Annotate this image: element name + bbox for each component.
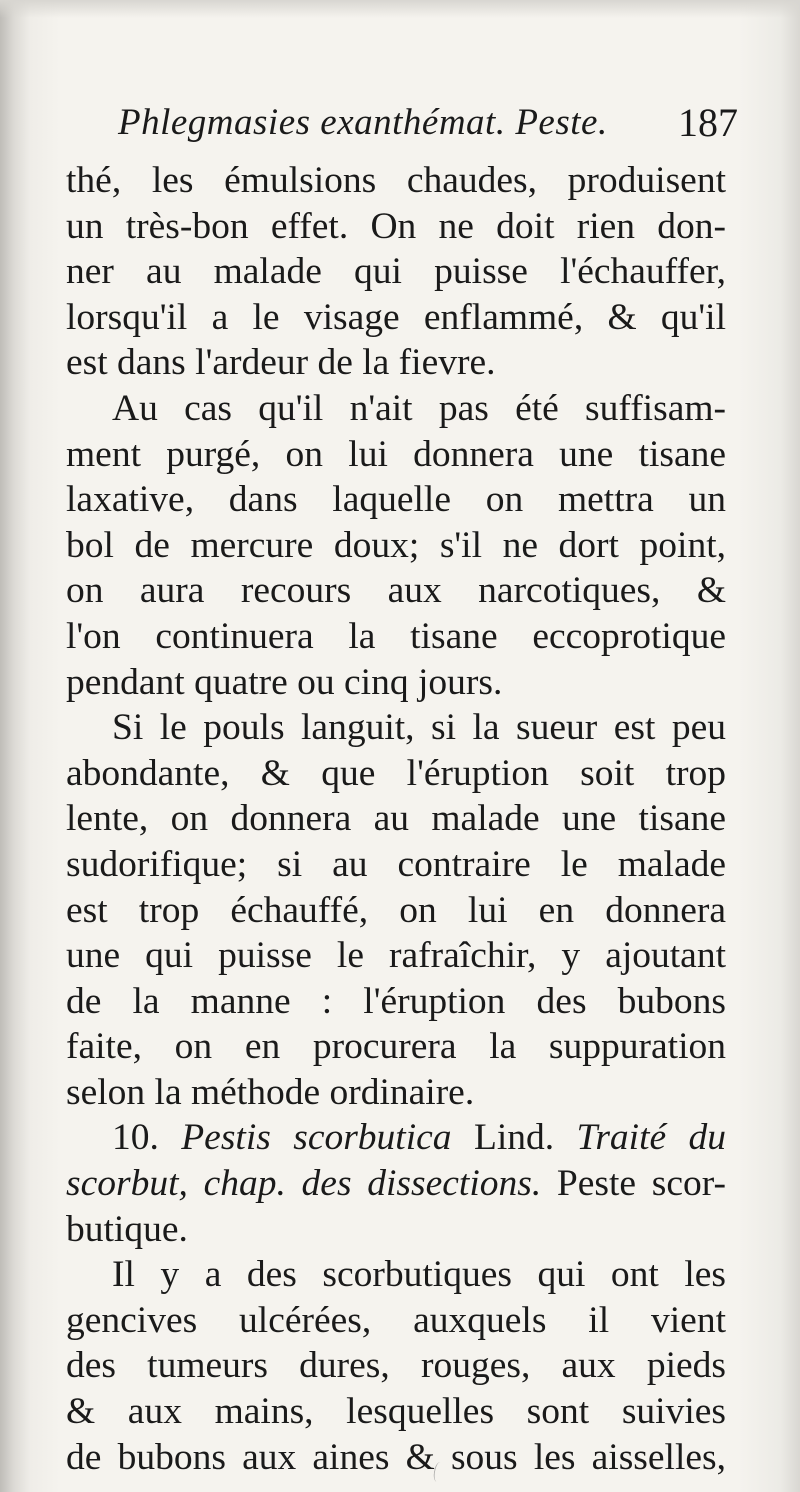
text-line: Il y a des scorbutiques qui ont les xyxy=(112,1254,726,1296)
text-line: on aura recours aux narcotiques, & xyxy=(66,570,726,612)
text-line: Si le pouls languit, si la sueur est peu xyxy=(112,707,726,749)
text-line: ner au malade qui puisse l'échauffer, xyxy=(66,251,726,293)
text-line: bol de mercure doux; s'il ne dort point, xyxy=(66,524,726,566)
text-line: de bubons aux aines & sous les aisselles, xyxy=(66,1436,726,1478)
body-text xyxy=(66,158,726,1480)
text-line: une qui puisse le rafraîchir, y ajoutant xyxy=(66,935,726,977)
french-disease-name: Peste scor- xyxy=(556,1163,726,1205)
text-line: ment purgé, on lui donnera une tisane xyxy=(66,433,726,475)
text-line: pendant quatre ou cinq jours. xyxy=(66,661,503,703)
section-heading-line xyxy=(66,1161,726,1207)
citation-author: Lind. xyxy=(473,1117,555,1159)
section-number: 10. xyxy=(112,1117,159,1159)
text-line: & aux mains, lesquelles sont suivies xyxy=(66,1391,726,1433)
latin-disease-name: Pestis scorbutica xyxy=(181,1117,452,1159)
running-head xyxy=(118,98,738,148)
text-line: un très-bon effet. On ne doit rien don- xyxy=(66,205,726,247)
text-line: gencives ulcérées, auxquels il vient xyxy=(66,1299,726,1341)
text-line: est trop échauffé, on lui en donnera xyxy=(66,889,726,931)
text-line: abondante, & que l'éruption soit trop xyxy=(66,752,726,794)
text-line: l'on continuera la tisane eccoprotique xyxy=(66,615,726,657)
text-line: lente, on donnera au malade une tisane xyxy=(66,798,726,840)
text-line: lorsqu'il a le visage enflammé, & qu'il xyxy=(66,296,726,338)
text-line: sudorifique; si au contraire le malade xyxy=(66,843,726,885)
section-heading-line xyxy=(66,1115,726,1161)
citation-chapter: scorbut, chap. des dissections. xyxy=(66,1163,542,1205)
text-line: de la manne : l'éruption des bubons xyxy=(66,980,726,1022)
text-line: Au cas qu'il n'ait pas été suffisam- xyxy=(112,387,726,429)
page-number: 187 xyxy=(678,100,738,145)
section-heading-line: butique. xyxy=(66,1208,188,1250)
citation-title: Traité du xyxy=(576,1117,727,1159)
text-line: selon la méthode ordinaire. xyxy=(66,1071,475,1113)
text-line: faite, on en procurera la suppuration xyxy=(66,1026,726,1068)
text-line: des tumeurs dures, rouges, aux pieds xyxy=(66,1345,726,1387)
page-edge-shadow xyxy=(0,0,800,18)
text-line: thé, les émulsions chaudes, produisent xyxy=(66,160,726,201)
text-line: laxative, dans laquelle on mettra un xyxy=(66,479,726,521)
running-head-title: Phlegmasies exanthémat. Peste. xyxy=(118,102,608,143)
text-line: est dans l'ardeur de la fievre. xyxy=(66,342,496,384)
